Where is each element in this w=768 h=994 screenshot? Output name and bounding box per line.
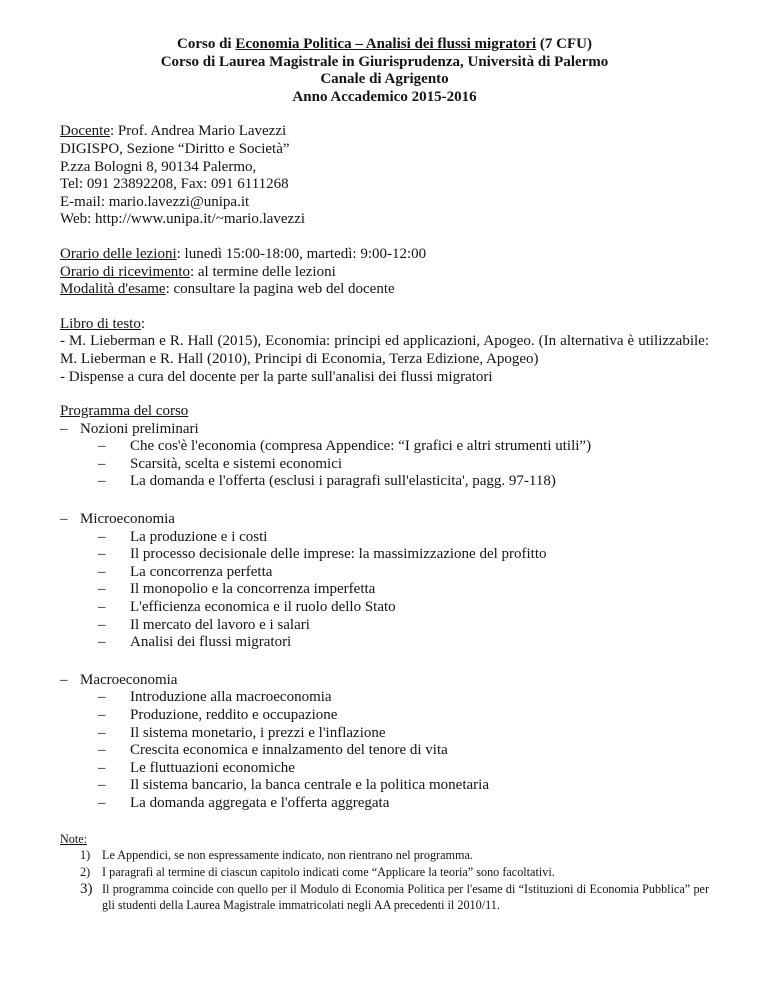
programme-item: [60, 777, 709, 795]
programme-item: [60, 599, 709, 617]
office-hours-line: [60, 264, 709, 282]
programme-item: [60, 564, 709, 582]
dash-bullet: –: [98, 794, 106, 811]
degree-line: Corso di Laurea Magistrale in Giurisprudenza, Università di Palermo: [160, 53, 609, 70]
programme-item: [60, 689, 709, 707]
instructor-line: [60, 123, 709, 141]
office-hours-label: Orario di ricevimento: [60, 263, 190, 280]
academic-year-line: Anno Accademico 2015-2016: [292, 88, 477, 105]
programme-section-macroeconomia: [60, 672, 709, 813]
dash-bullet: –: [60, 671, 68, 688]
programme-item: [60, 707, 709, 725]
address-line: P.zza Bologni 8, 90134 Palermo,: [60, 158, 257, 175]
textbook-item-2: - Dispense a cura del docente per la parte sull'analisi dei flussi migratori: [60, 368, 493, 385]
dash-bullet: –: [98, 546, 106, 563]
programme-item: [60, 473, 709, 491]
programme-item: [60, 529, 709, 547]
programme-item-label: L'efficienza economica e il ruolo dello Stato: [130, 599, 396, 616]
dash-bullet: –: [98, 581, 106, 598]
course-title-line: [60, 36, 709, 54]
section-title-row: [60, 672, 709, 690]
notes-block: [60, 832, 709, 914]
textbook-block: [60, 316, 709, 386]
notes-title: Note:: [60, 831, 88, 846]
exam-mode-label: Modalità d'esame: [60, 281, 166, 298]
section-label: Microeconomia: [80, 511, 175, 528]
textbook-title-colon: :: [140, 315, 145, 332]
office-hours-value: : al termine delle lezioni: [189, 263, 336, 280]
programme-item-label: La domanda e l'offerta (esclusi i paragrafi sull'elasticita', pagg. 97-118): [130, 473, 556, 490]
note-number: 1): [80, 848, 91, 863]
phone-fax-line: Tel: 091 23892208, Fax: 091 6111268: [60, 176, 289, 193]
note-item-3: [60, 882, 709, 914]
note-text: I paragrafi al termine di ciascun capitolo indicati come “Applicare la teoria” sono facoltativi.: [102, 865, 555, 880]
lessons-value: : lunedì 15:00-18:00, martedì: 9:00-12:00: [176, 245, 427, 262]
lessons-schedule-line: [60, 246, 709, 264]
programme-item: [60, 634, 709, 652]
textbook-title-line: [60, 316, 709, 334]
textbook-title: Libro di testo: [60, 315, 141, 332]
programme-item: [60, 617, 709, 635]
programme-section-preliminari: [60, 421, 709, 491]
programme-item-label: Il sistema bancario, la banca centrale e la politica monetaria: [130, 777, 489, 794]
programme-block: [60, 403, 709, 812]
programme-item-label: Scarsità, scelta e sistemi economici: [130, 455, 343, 472]
dash-bullet: –: [98, 707, 106, 723]
note-number: 3): [80, 880, 93, 897]
programme-item: [60, 438, 709, 456]
programme-item-label: Che cos'è l'economia (compresa Appendice: “I grafici e altri strumenti utili”): [130, 438, 592, 455]
exam-mode-line: [60, 281, 709, 299]
programme-item-label: Introduzione alla macroeconomia: [130, 689, 332, 706]
document-header: [60, 36, 709, 106]
programme-item: [60, 760, 709, 778]
programme-item-label: Il mercato del lavoro e i salari: [130, 616, 310, 633]
dash-bullet: –: [98, 759, 106, 776]
programme-item: [60, 742, 709, 760]
course-title-underlined: Economia Politica – Analisi dei flussi migratori: [235, 36, 537, 52]
dash-bullet: –: [98, 724, 106, 741]
programme-item-label: La produzione e i costi: [130, 528, 268, 545]
textbook-item-1: - M. Lieberman e R. Hall (2015), Economia: principi ed applicazioni, Apogeo. (In alternativa è utilizzabile: M. Lieberman e R. Hall (2010), Principi di Economia, Terza Edizione, Apogeo): [60, 333, 709, 367]
dash-bullet: –: [60, 511, 68, 528]
dash-bullet: –: [98, 634, 106, 651]
programme-item: [60, 581, 709, 599]
dash-bullet: –: [98, 599, 106, 616]
dash-bullet: –: [98, 616, 106, 633]
programme-item: [60, 456, 709, 474]
programme-item-label: Il sistema monetario, i prezzi e l'inflazione: [130, 724, 386, 741]
programme-item-label: Produzione, reddito e occupazione: [130, 707, 338, 723]
dash-bullet: –: [98, 777, 106, 794]
section-title-row: [60, 421, 709, 439]
programme-item: [60, 795, 709, 813]
dash-bullet: –: [98, 438, 106, 455]
programme-section-microeconomia: [60, 511, 709, 652]
programme-item-label: Il monopolio e la concorrenza imperfetta: [130, 581, 376, 598]
dash-bullet: –: [98, 689, 106, 706]
dash-bullet: –: [98, 473, 106, 490]
note-text: Le Appendici, se non espressamente indicato, non rientrano nel programma.: [102, 848, 473, 863]
section-title-row: [60, 511, 709, 529]
programme-item-label: Crescita economica e innalzamento del tenore di vita: [130, 742, 448, 759]
course-title-prefix: Corso di: [177, 36, 236, 52]
programme-title: Programma del corso: [60, 403, 189, 420]
dash-bullet: –: [98, 742, 106, 759]
section-label: Nozioni preliminari: [80, 420, 199, 437]
department-line: DIGISPO, Sezione “Diritto e Società”: [60, 140, 290, 157]
dash-bullet: –: [98, 528, 106, 545]
docente-label: Docente: [60, 123, 110, 140]
note-item-1: [60, 848, 709, 864]
programme-item: [60, 725, 709, 743]
programme-item-label: Le fluttuazioni economiche: [130, 759, 295, 776]
programme-item-label: Analisi dei flussi migratori: [130, 634, 292, 651]
programme-item: [60, 546, 709, 564]
dash-bullet: –: [60, 420, 68, 437]
note-item-2: [60, 865, 709, 881]
exam-mode-value: : consultare la pagina web del docente: [165, 281, 395, 298]
dash-bullet: –: [98, 455, 106, 472]
docente-value: : Prof. Andrea Mario Lavezzi: [109, 123, 287, 140]
programme-item-label: La concorrenza perfetta: [130, 563, 273, 580]
dash-bullet: –: [98, 563, 106, 580]
section-label: Macroeconomia: [80, 671, 178, 688]
web-line: Web: http://www.unipa.it/~mario.lavezzi: [60, 211, 306, 228]
schedule-block: [60, 246, 709, 299]
course-title-suffix: (7 CFU): [536, 36, 592, 52]
email-line: E-mail: mario.lavezzi@unipa.it: [60, 193, 250, 210]
instructor-block: [60, 123, 709, 229]
programme-item-label: Il processo decisionale delle imprese: la massimizzazione del profitto: [130, 546, 547, 563]
programme-item-label: La domanda aggregata e l'offerta aggregata: [130, 794, 390, 811]
lessons-label: Orario delle lezioni: [60, 245, 177, 262]
note-text: Il programma coincide con quello per il Modulo di Economia Politica per l'esame di “Istituzioni di Economia Pubblica” per gli studenti della Laurea Magistrale immatricolati negli AA precedenti il 2010/11.: [102, 881, 709, 912]
campus-line: Canale di Agrigento: [320, 71, 449, 88]
note-number: 2): [80, 865, 91, 880]
